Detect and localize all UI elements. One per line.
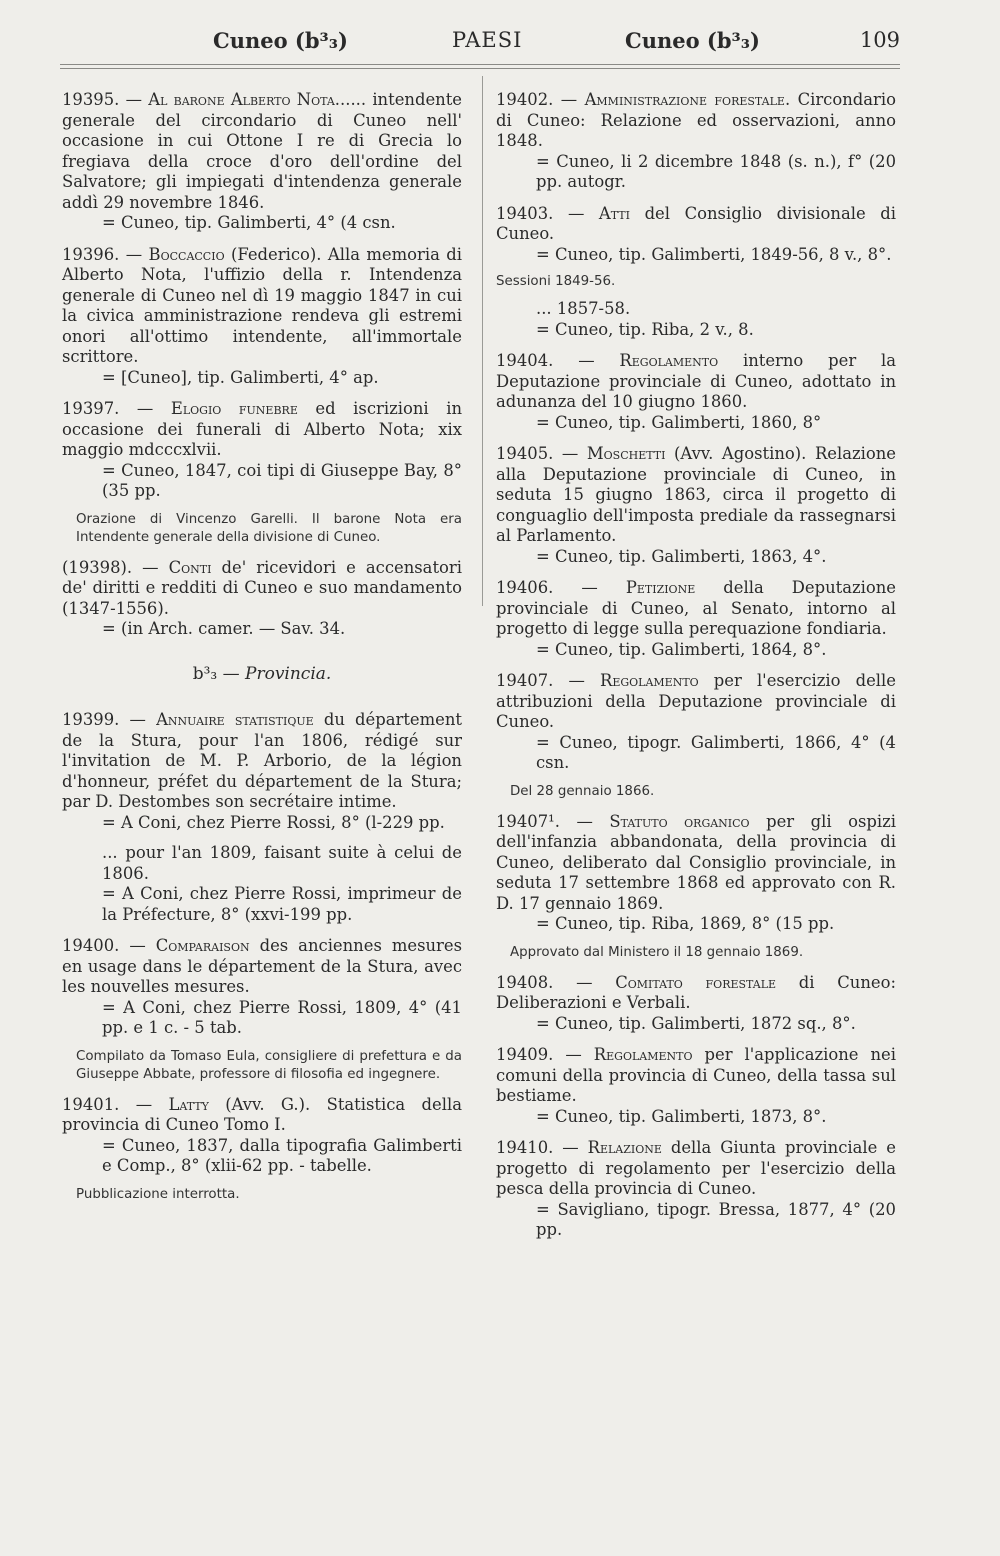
catalog-entry bbox=[62, 936, 462, 1084]
entry-publication: = Cuneo, li 2 dicembre 1848 (s. n.), f° (20 pp. autogr. bbox=[536, 151, 896, 191]
entry-heading: Conti bbox=[168, 557, 212, 577]
left-entries-provincia bbox=[62, 710, 462, 1204]
entry-heading: Latty bbox=[168, 1094, 209, 1114]
entry-note: Approvato dal Ministero il 18 gennaio 1869. bbox=[510, 944, 804, 960]
entry-text: 19407. — Regolamento per l'esercizio delle attribuzioni della Deputazione provinciale di Cuneo. bbox=[496, 671, 896, 731]
entry-heading: Elogio funebre bbox=[170, 399, 298, 418]
entry-description: intendente generale del circondario di Cuneo nell' occasione in cui Ottone I re di Grecia lo fregiava della croce d'oro dell'ordine del Salvatore; gli impiegati d'intendenza generale addì 29 novembre 1846. bbox=[62, 90, 462, 212]
entry-note: Del 28 gennaio 1866. bbox=[510, 783, 655, 799]
entry-note: Pubblicazione interrotta. bbox=[76, 1186, 240, 1202]
entry-number: 19399. bbox=[62, 710, 120, 729]
entry-number: 19396. bbox=[62, 244, 120, 264]
page-number: 109 bbox=[859, 28, 900, 52]
entry-heading: Relazione bbox=[587, 1138, 662, 1157]
entry-number: 19407. bbox=[496, 671, 554, 690]
entry-heading: Regolamento bbox=[619, 351, 719, 370]
entry-description: della Deputazione provinciale di Cuneo, al Senato, intorno al progetto di legge sulla perequazione fondiaria. bbox=[496, 578, 897, 638]
page-header bbox=[60, 24, 900, 60]
entry-text: (19398). — Conti de' ricevidori e accensatori de' diritti e redditi di Cuneo e suo mandamento (1347-1556). bbox=[62, 557, 462, 618]
entry-heading: Regolamento bbox=[593, 1045, 693, 1064]
entry-number: 19403. bbox=[496, 203, 554, 223]
entry-publication: = Cuneo, tip. Galimberti, 1864, 8°. bbox=[536, 639, 827, 659]
entry-heading: Petizione bbox=[625, 578, 696, 597]
entry-description: de' ricevidori e accensatori de' diritti e redditi di Cuneo e suo mandamento (1347-1556). bbox=[62, 557, 462, 618]
header-right-title: Cuneo (b³₃) bbox=[625, 28, 760, 53]
entry-text: 19405. — Moschetti (Avv. Agostino). Relazione alla Deputazione provinciale di Cuneo, in seduta 15 giugno 1863, circa il progetto di conguaglio dell'imposta prediale da rassegnarsi al Parlamento. bbox=[496, 444, 896, 545]
entry-heading: Comparaison bbox=[155, 936, 250, 955]
entry-number: 19409. bbox=[496, 1045, 554, 1064]
entry-publication: = (in Arch. camer. — Sav. 34. bbox=[102, 619, 346, 638]
entry-text: 19395. — Al barone Alberto Nota...... intendente generale del circondario di Cuneo nell' occasione in cui Ottone I re di Grecia lo fregiava della croce d'oro dell'ordine del Salvatore; gli impiegati d'intendenza generale addì 29 novembre 1846. bbox=[62, 90, 462, 212]
catalog-entry bbox=[496, 90, 896, 193]
entry-description: ed iscrizioni in occasione dei funerali di Alberto Nota; xix maggio mdcccxlvii. bbox=[62, 399, 463, 459]
entry-text: 19401. — Latty (Avv. G.). Statistica della provincia di Cuneo Tomo I. bbox=[62, 1094, 462, 1134]
column-separator bbox=[482, 76, 483, 606]
entry-publication: = Cuneo, tip. Galimberti, 1849-56, 8 v., 8°. bbox=[536, 244, 892, 264]
entry-heading: Al barone Alberto Nota...... bbox=[148, 90, 367, 109]
entry-publication-2: = A Coni, chez Pierre Rossi, imprimeur de la Préfecture, 8° (xxvi-199 pp. bbox=[102, 884, 462, 924]
catalog-entry bbox=[62, 710, 462, 925]
section-prefix: b³₃ bbox=[192, 663, 218, 684]
entry-text: 19399. — Annuaire statistique du département de la Stura, pour l'an 1806, rédigé sur l'invitation de M. P. Arborio, de la légion d'honneur, préfet du département de la Stura; par D. Destombes son secrétaire intime. bbox=[62, 710, 462, 811]
catalog-entry bbox=[496, 973, 896, 1035]
catalog-entry bbox=[496, 444, 896, 567]
entry-number: 19405. bbox=[496, 444, 554, 463]
entry-continuation: ... 1857-58. bbox=[536, 299, 631, 318]
entry-publication: = Cuneo, tip. Galimberti, 1860, 8° bbox=[536, 412, 822, 432]
entry-number: 19407¹. bbox=[496, 811, 560, 831]
entry-text: 19400. — Comparaison des anciennes mesures en usage dans le département de la Stura, avec les nouvelles mesures. bbox=[62, 936, 462, 996]
entry-note: Orazione di Vincenzo Garelli. Il barone Nota era Intendente generale della divisione di Cuneo. bbox=[76, 511, 462, 545]
entry-text: 19397. — Elogio funebre ed iscrizioni in occasione dei funerali di Alberto Nota; xix maggio mdcccxlvii. bbox=[62, 399, 463, 459]
entry-description: du département de la Stura, pour l'an 1806, rédigé sur l'invitation de M. P. Arborio, de la légion d'honneur, préfet du département de la Stura; par D. Destombes son secrétaire intime. bbox=[62, 710, 462, 811]
entry-text: 19402. — Amministrazione forestale. Circondario di Cuneo: Relazione ed osservazioni, anno 1848. bbox=[496, 90, 896, 150]
right-entries bbox=[496, 90, 896, 1241]
left-entries-local bbox=[62, 90, 462, 640]
header-rule-bottom bbox=[60, 68, 900, 69]
catalog-entry bbox=[496, 578, 896, 660]
header-rule-top bbox=[60, 64, 900, 65]
entry-text: 19403. — Atti del Consiglio divisionale di Cuneo. bbox=[496, 203, 896, 243]
header-left-title: Cuneo (b³₃) bbox=[213, 28, 348, 53]
entry-publication: = Cuneo, tip. Galimberti, 1873, 8°. bbox=[536, 1106, 827, 1126]
entry-number: 19404. bbox=[496, 351, 554, 370]
entry-publication: = Savigliano, tipogr. Bressa, 1877, 4° (20 pp. bbox=[536, 1199, 896, 1239]
entry-heading: Comitato forestale bbox=[615, 972, 777, 992]
catalog-entry bbox=[496, 204, 896, 341]
entry-description: di Cuneo: Deliberazioni e Verbali. bbox=[496, 972, 896, 1012]
entry-publication: = Cuneo, tip. Galimberti, 1872 sq., 8°. bbox=[536, 1013, 856, 1033]
entry-number: (19398). bbox=[62, 557, 133, 577]
entry-description: interno per la Deputazione provinciale di Cuneo, adottato in adunanza del 10 giugno 1860. bbox=[496, 351, 896, 411]
entry-note: Sessioni 1849-56. bbox=[496, 274, 616, 289]
entry-text: 19404. — Regolamento interno per la Deputazione provinciale di Cuneo, adottato in adunanza del 10 giugno 1860. bbox=[496, 351, 896, 411]
entry-continuation: ... pour l'an 1809, faisant suite à celui de 1806. bbox=[102, 843, 462, 883]
catalog-entry bbox=[62, 558, 462, 640]
header-center-title: PAESI bbox=[452, 28, 523, 52]
entry-note: Compilato da Tomaso Eula, consigliere di prefettura e da Giuseppe Abbate, professore di filosofia ed ingegnere. bbox=[76, 1048, 462, 1082]
entry-description: della Giunta provinciale e progetto di regolamento per l'esercizio della pesca della provincia di Cuneo. bbox=[496, 1138, 896, 1198]
catalog-entry bbox=[496, 1138, 896, 1241]
catalog-entry bbox=[62, 245, 462, 389]
entry-description: per l'esercizio delle attribuzioni della Deputazione provinciale di Cuneo. bbox=[496, 671, 896, 731]
entry-publication: = Cuneo, 1837, dalla tipografia Galimberti e Comp., 8° (xlii-62 pp. - tabelle. bbox=[102, 1135, 462, 1175]
catalog-entry bbox=[496, 671, 896, 801]
right-column bbox=[496, 90, 896, 1252]
entry-number: 19406. bbox=[496, 578, 554, 597]
entry-text: 19409. — Regolamento per l'applicazione nei comuni della provincia di Cuneo, della tassa sul bestiame. bbox=[496, 1045, 896, 1105]
entry-publication-2: = Cuneo, tip. Riba, 2 v., 8. bbox=[536, 319, 754, 339]
entry-number: 19395. bbox=[62, 90, 120, 109]
entry-description: Circondario di Cuneo: Relazione ed osservazioni, anno 1848. bbox=[496, 90, 896, 150]
entry-publication: = [Cuneo], tip. Galimberti, 4° ap. bbox=[102, 367, 379, 387]
section-title: Provincia. bbox=[245, 663, 332, 684]
entry-text: 19406. — Petizione della Deputazione provinciale di Cuneo, al Senato, intorno al progetto di legge sulla perequazione fondiaria. bbox=[496, 578, 897, 638]
entry-number: 19400. bbox=[62, 936, 120, 955]
catalog-entry bbox=[496, 351, 896, 433]
entry-text: 19407¹. — Statuto organico per gli ospizi dell'infanzia abbandonata, della provincia di Cuneo, deliberato dal Consiglio provinciale, in seduta 17 settembre 1868 ed approvato con R. D. 17 gennaio 1869. bbox=[496, 811, 897, 913]
entry-publication: = Cuneo, tip. Galimberti, 1863, 4°. bbox=[536, 546, 827, 566]
entry-heading: Annuaire statistique bbox=[156, 710, 314, 729]
entry-description: del Consiglio divisionale di Cuneo. bbox=[496, 203, 896, 243]
entry-description: (Federico). Alla memoria di Alberto Nota, l'uffizio della r. Intendenza generale di Cuneo nel dì 19 maggio 1847 in cui la civica amministrazione rendeva gli estremi onori all'ottimo intendente, all'immortale scrittore. bbox=[62, 244, 462, 366]
entry-publication: = Cuneo, tip. Galimberti, 4° (4 csn. bbox=[102, 213, 396, 232]
entry-heading: Atti bbox=[598, 203, 630, 223]
entry-description: per l'applicazione nei comuni della provincia di Cuneo, della tassa sul bestiame. bbox=[496, 1045, 896, 1105]
entry-text: 19396. — Boccaccio (Federico). Alla memoria di Alberto Nota, l'uffizio della r. Intendenza generale di Cuneo nel dì 19 maggio 1847 in cui la civica amministrazione rendeva gli estremi onori all'ottimo intendente, all'immortale scrittore. bbox=[62, 244, 462, 366]
section-heading: b³₃ — Provincia. bbox=[192, 663, 332, 684]
entry-publication: = A Coni, chez Pierre Rossi, 1809, 4° (41 pp. e 1 c. - 5 tab. bbox=[102, 997, 462, 1037]
entry-description: per gli ospizi dell'infanzia abbandonata, della provincia di Cuneo, deliberato dal Consiglio provinciale, in seduta 17 settembre 1868 ed approvato con R. D. 17 gennaio 1869. bbox=[496, 811, 897, 913]
left-column bbox=[62, 90, 462, 1215]
catalog-entry bbox=[496, 1045, 896, 1127]
entry-publication: = Cuneo, tip. Riba, 1869, 8° (15 pp. bbox=[536, 914, 835, 933]
entry-description: (Avv. Agostino). Relazione alla Deputazione provinciale di Cuneo, in seduta 15 giugno 1863, circa il progetto di conguaglio dell'imposta prediale da rassegnarsi al Parlamento. bbox=[496, 444, 896, 545]
entry-number: 19408. bbox=[496, 972, 554, 992]
entry-description: des anciennes mesures en usage dans le département de la Stura, avec les nouvelles mesures. bbox=[62, 936, 462, 996]
entry-number: 19397. bbox=[62, 399, 120, 418]
catalog-entry bbox=[62, 1095, 462, 1204]
catalog-entry bbox=[496, 812, 896, 962]
entry-publication: = Cuneo, 1847, coi tipi di Giuseppe Bay, 8° (35 pp. bbox=[102, 460, 462, 500]
entry-heading: Moschetti bbox=[586, 444, 666, 463]
entry-publication: = Cuneo, tipogr. Galimberti, 1866, 4° (4 csn. bbox=[536, 732, 896, 772]
entry-heading: Regolamento bbox=[599, 671, 699, 690]
entry-publication: = A Coni, chez Pierre Rossi, 8° (l-229 pp. bbox=[102, 812, 445, 832]
entry-number: 19401. bbox=[62, 1094, 120, 1114]
entry-text: 19410. — Relazione della Giunta provinciale e progetto di regolamento per l'esercizio della pesca della provincia di Cuneo. bbox=[496, 1138, 896, 1198]
catalog-entry bbox=[62, 399, 462, 547]
entry-number: 19410. bbox=[496, 1138, 554, 1157]
entry-heading: Amministrazione forestale. bbox=[584, 90, 791, 109]
entry-description: (Avv. G.). Statistica della provincia di Cuneo Tomo I. bbox=[62, 1094, 462, 1134]
entry-heading: Statuto organico bbox=[609, 811, 750, 831]
entry-text: 19408. — Comitato forestale di Cuneo: Deliberazioni e Verbali. bbox=[496, 972, 896, 1012]
entry-number: 19402. bbox=[496, 90, 554, 109]
entry-heading: Boccaccio bbox=[148, 244, 225, 264]
catalog-entry bbox=[62, 90, 462, 234]
